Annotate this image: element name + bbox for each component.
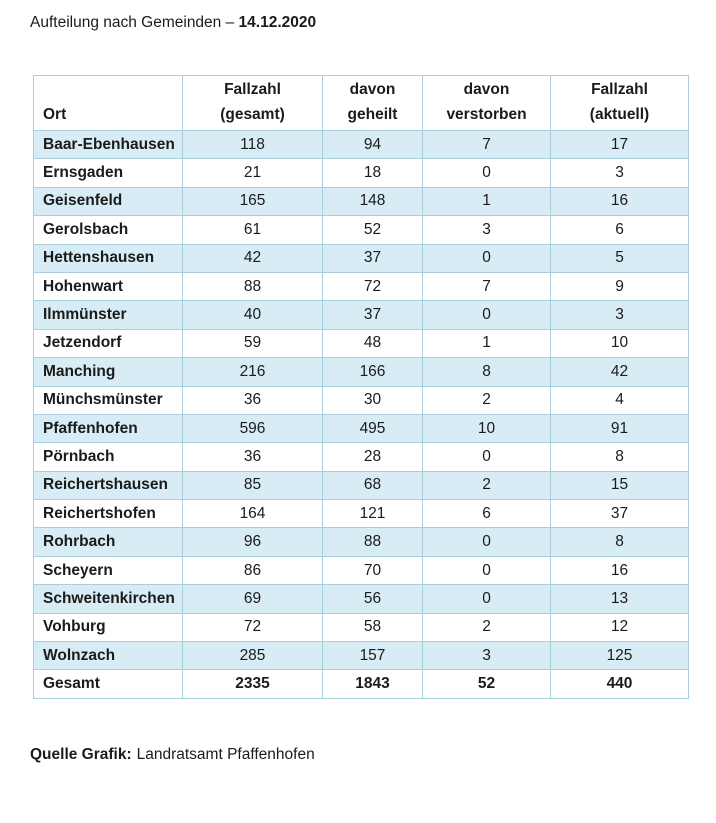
table-row: [34, 443, 689, 471]
column-header-label: Fallzahl: [224, 81, 281, 98]
cell-ort: Pfaffenhofen: [34, 414, 183, 442]
cell-ort: Reichertshausen: [34, 471, 183, 499]
table-body: [34, 131, 689, 699]
cell-aktuell: 3: [551, 301, 689, 329]
cell-ort: Jetzendorf: [34, 329, 183, 357]
cell-gesamt: 285: [183, 642, 323, 670]
cell-gesamt: 216: [183, 358, 323, 386]
cell-ort: Ilmmünster: [34, 301, 183, 329]
cell-gesamt: 118: [183, 131, 323, 159]
cell-geheilt: 30: [323, 386, 423, 414]
cell-aktuell: 13: [551, 585, 689, 613]
table-row: [34, 642, 689, 670]
cell-verstorben: 3: [423, 642, 551, 670]
cell-verstorben: 6: [423, 500, 551, 528]
column-header-fallzahl-aktuell: [551, 76, 689, 131]
cell-gesamt: 69: [183, 585, 323, 613]
cell-aktuell: 37: [551, 500, 689, 528]
cell-ort: Scheyern: [34, 556, 183, 584]
cell-verstorben: 7: [423, 272, 551, 300]
cell-ort: Ernsgaden: [34, 159, 183, 187]
table-row: [34, 414, 689, 442]
cell-ort: Hettenshausen: [34, 244, 183, 272]
column-header-fallzahl-gesamt: [183, 76, 323, 131]
cell-ort: Rohrbach: [34, 528, 183, 556]
cell-aktuell: 42: [551, 358, 689, 386]
cell-geheilt: 166: [323, 358, 423, 386]
cell-ort: Gesamt: [34, 670, 183, 698]
cell-verstorben: 0: [423, 556, 551, 584]
column-header-label: (gesamt): [220, 106, 285, 123]
cell-aktuell: 16: [551, 187, 689, 215]
column-header-label: (aktuell): [589, 106, 650, 123]
cell-gesamt: 85: [183, 471, 323, 499]
cell-verstorben: 7: [423, 131, 551, 159]
table-header: [34, 76, 689, 131]
header-row: [34, 76, 689, 131]
cell-aktuell: 4: [551, 386, 689, 414]
cell-ort: Gerolsbach: [34, 216, 183, 244]
cell-verstorben: 1: [423, 187, 551, 215]
cell-verstorben: 0: [423, 443, 551, 471]
cell-aktuell: 9: [551, 272, 689, 300]
table-row: [34, 187, 689, 215]
cell-aktuell: 12: [551, 613, 689, 641]
cell-verstorben: 2: [423, 471, 551, 499]
cell-verstorben: 2: [423, 613, 551, 641]
cell-geheilt: 48: [323, 329, 423, 357]
cell-geheilt: 52: [323, 216, 423, 244]
total-row: [34, 670, 689, 698]
column-header-label: Fallzahl: [591, 81, 648, 98]
cell-gesamt: 21: [183, 159, 323, 187]
cell-aktuell: 8: [551, 443, 689, 471]
cell-gesamt: 96: [183, 528, 323, 556]
table-row: [34, 131, 689, 159]
cell-aktuell: 17: [551, 131, 689, 159]
cell-aktuell: 3: [551, 159, 689, 187]
cell-gesamt: 36: [183, 443, 323, 471]
cell-aktuell: 8: [551, 528, 689, 556]
cell-gesamt: 40: [183, 301, 323, 329]
cell-aktuell: 125: [551, 642, 689, 670]
table-row: [34, 301, 689, 329]
table-row: [34, 216, 689, 244]
cell-aktuell: 10: [551, 329, 689, 357]
page-title-date: 14.12.2020: [238, 14, 317, 31]
cell-gesamt: 596: [183, 414, 323, 442]
cell-ort: Geisenfeld: [34, 187, 183, 215]
cell-gesamt: 72: [183, 613, 323, 641]
cell-geheilt: 148: [323, 187, 423, 215]
gemeinden-case-table: [33, 75, 689, 699]
table-row: [34, 500, 689, 528]
cell-ort: Reichertshofen: [34, 500, 183, 528]
column-header-ort: [34, 76, 183, 131]
table-row: [34, 386, 689, 414]
cell-gesamt: 88: [183, 272, 323, 300]
table-row: [34, 585, 689, 613]
table-row: [34, 556, 689, 584]
cell-ort: Wolnzach: [34, 642, 183, 670]
source-label: Quelle Grafik:: [30, 746, 132, 763]
cell-geheilt: 37: [323, 301, 423, 329]
cell-geheilt: 37: [323, 244, 423, 272]
cell-verstorben: 0: [423, 528, 551, 556]
cell-verstorben: 10: [423, 414, 551, 442]
cell-geheilt: 28: [323, 443, 423, 471]
cell-geheilt: 18: [323, 159, 423, 187]
cell-geheilt: 94: [323, 131, 423, 159]
cell-verstorben: 0: [423, 244, 551, 272]
cell-aktuell: 6: [551, 216, 689, 244]
cell-verstorben: 0: [423, 585, 551, 613]
cell-gesamt: 165: [183, 187, 323, 215]
source-value: Landratsamt Pfaffenhofen: [136, 746, 315, 763]
cell-verstorben: 1: [423, 329, 551, 357]
table-row: [34, 272, 689, 300]
column-header-label: geheilt: [347, 106, 398, 123]
cell-geheilt: 68: [323, 471, 423, 499]
cell-verstorben: 3: [423, 216, 551, 244]
cell-gesamt: 61: [183, 216, 323, 244]
column-header-label: verstorben: [446, 106, 527, 123]
cell-aktuell: 440: [551, 670, 689, 698]
cell-geheilt: 56: [323, 585, 423, 613]
cell-geheilt: 58: [323, 613, 423, 641]
cell-aktuell: 91: [551, 414, 689, 442]
table-row: [34, 329, 689, 357]
page-title: [30, 14, 316, 32]
table-row: [34, 471, 689, 499]
table-row: [34, 528, 689, 556]
page-title-text: Aufteilung nach Gemeinden –: [30, 14, 239, 31]
table-row: [34, 159, 689, 187]
cell-gesamt: 86: [183, 556, 323, 584]
cell-gesamt: 164: [183, 500, 323, 528]
cell-geheilt: 72: [323, 272, 423, 300]
cell-verstorben: 2: [423, 386, 551, 414]
cell-ort: Münchsmünster: [34, 386, 183, 414]
cell-geheilt: 1843: [323, 670, 423, 698]
cell-ort: Schweitenkirchen: [34, 585, 183, 613]
cell-ort: Pörnbach: [34, 443, 183, 471]
column-header-davon-verstorben: [423, 76, 551, 131]
cell-aktuell: 15: [551, 471, 689, 499]
cell-ort: Baar-Ebenhausen: [34, 131, 183, 159]
cell-geheilt: 121: [323, 500, 423, 528]
column-header-label: davon: [349, 81, 396, 98]
cell-ort: Hohenwart: [34, 272, 183, 300]
cell-gesamt: 36: [183, 386, 323, 414]
cell-aktuell: 5: [551, 244, 689, 272]
table-row: [34, 244, 689, 272]
column-header-label: davon: [463, 81, 510, 98]
cell-ort: Vohburg: [34, 613, 183, 641]
cell-geheilt: 70: [323, 556, 423, 584]
cell-gesamt: 59: [183, 329, 323, 357]
cell-geheilt: 157: [323, 642, 423, 670]
cell-geheilt: 495: [323, 414, 423, 442]
cell-verstorben: 0: [423, 159, 551, 187]
cell-ort: Manching: [34, 358, 183, 386]
cell-aktuell: 16: [551, 556, 689, 584]
source-note: [30, 746, 315, 764]
cell-verstorben: 8: [423, 358, 551, 386]
table-row: [34, 358, 689, 386]
cell-geheilt: 88: [323, 528, 423, 556]
cell-gesamt: 2335: [183, 670, 323, 698]
table-row: [34, 613, 689, 641]
cell-verstorben: 0: [423, 301, 551, 329]
cell-gesamt: 42: [183, 244, 323, 272]
column-header-label: Ort: [43, 106, 67, 123]
cell-verstorben: 52: [423, 670, 551, 698]
column-header-davon-geheilt: [323, 76, 423, 131]
